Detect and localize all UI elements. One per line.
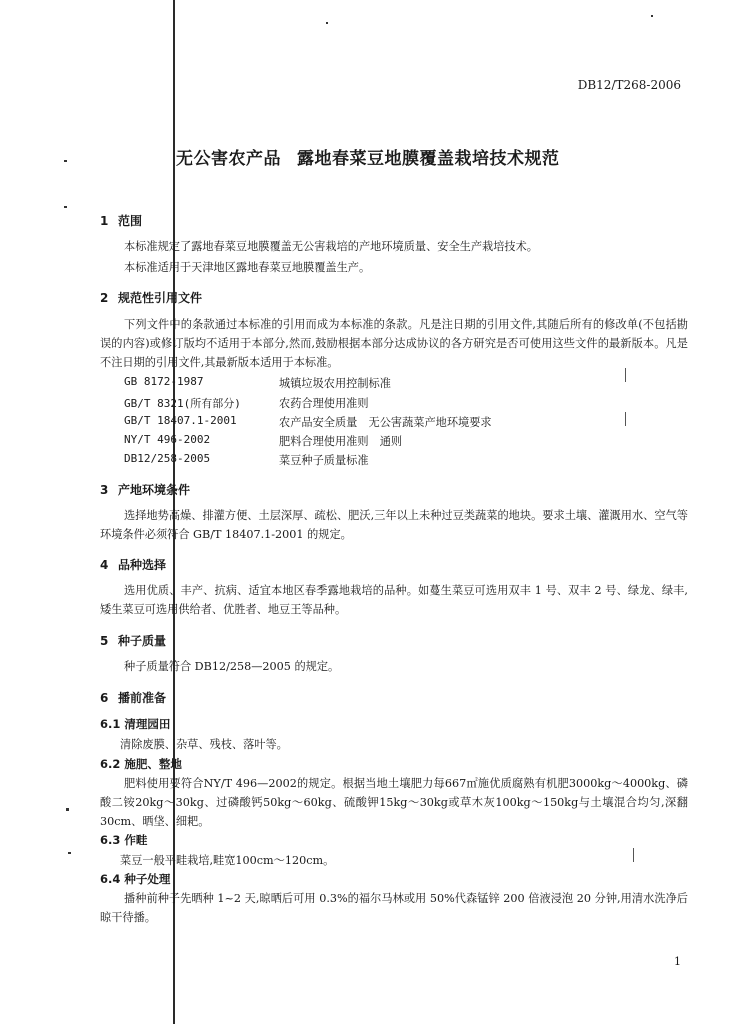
page-title: [176, 144, 560, 169]
section-heading: 1 范围: [100, 214, 143, 228]
subsection-heading: 6.2 施肥、整地: [100, 757, 182, 771]
subsection-heading: 6.1 清理园田: [100, 717, 171, 731]
paragraph: 种子质量符合 DB12/258—2005 的规定。: [124, 660, 340, 673]
reference-code: DB12/258-2005: [124, 452, 211, 465]
scan-speck: [66, 808, 69, 811]
paragraph: 播种前种子先晒种 1~2 天,晾晒后可用 0.3%的福尔马林或用 50%代森锰锌 200 倍液浸泡 20 分钟,用清水洗净后晾干待播。: [100, 892, 688, 924]
reference-code: GB/T 8321(所有部分): [124, 397, 241, 410]
reference-code: NY/T 496-2002: [124, 433, 211, 446]
reference-title: 城镇垃圾农用控制标准: [279, 377, 391, 390]
scan-speck: [64, 160, 67, 162]
section-heading: 3 产地环境条件: [100, 483, 191, 497]
scan-speck: [64, 206, 67, 208]
reference-title: 农产品安全质量 无公害蔬菜产地环境要求: [279, 416, 492, 429]
scan-speck: [651, 15, 653, 17]
paragraph: 下列文件中的条款通过本标准的引用而成为本标准的条款。凡是注日期的引用文件,其随后所有的修改单(不包括勘误的内容)或修订版均不适用于本部分,然而,鼓励根据本部分达成协议的各方研究是否可使用这些文件的最新版本。凡是不注日期的引用文件,其最新版本适用于本标准。: [100, 318, 688, 369]
section-heading: 5 种子质量: [100, 634, 167, 648]
paragraph: 清除废膜、杂草、残枝、落叶等。: [120, 738, 288, 751]
section-heading: 4 品种选择: [100, 558, 167, 572]
reference-code: GB 8172-1987: [124, 375, 204, 388]
document-number: DB12/T268-2006: [577, 78, 681, 92]
paragraph: 本标准适用于天津地区露地春菜豆地膜覆盖生产。: [124, 261, 371, 274]
scan-speck: [68, 852, 71, 854]
reference-title: 肥料合理使用准则 通则: [279, 435, 403, 448]
paragraph: 选择地势高燥、排灌方便、土层深厚、疏松、肥沃,三年以上未种过豆类蔬菜的地块。要求土壤、灌溉用水、空气等环境条件必须符合 GB/T 18407.1-2001 的规定。: [100, 509, 688, 541]
paragraph: 本标准规定了露地春菜豆地膜覆盖无公害栽培的产地环境质量、安全生产栽培技术。: [124, 240, 538, 253]
page-number: 1: [674, 955, 681, 968]
section-heading: 6 播前准备: [100, 691, 167, 705]
section-heading: 2 规范性引用文件: [100, 291, 203, 305]
paragraph: 肥料使用要符合NY/T 496—2002的规定。根据当地土壤肥力每667㎡施优质腐熟有机肥3000kg～4000kg、磷酸二铵20kg～30kg、过磷酸钙50kg～60kg、硫酸钾15kg～30kg或草木灰100kg～150kg与土壤混合均匀,深翻30cm、晒垡、细耙。: [100, 777, 688, 828]
reference-code: GB/T 18407.1-2001: [124, 414, 237, 427]
subsection-heading: 6.3 作畦: [100, 833, 148, 847]
scan-mark: [625, 412, 626, 426]
title-part1: 无公害农产品: [176, 149, 281, 169]
reference-title: 菜豆种子质量标准: [279, 454, 369, 467]
title-part2: 露地春菜豆地膜覆盖栽培技术规范: [297, 149, 560, 169]
scan-speck: [326, 22, 328, 24]
paragraph: 选用优质、丰产、抗病、适宜本地区春季露地栽培的品种。如蔓生菜豆可选用双丰 1 号、双丰 2 号、绿龙、绿丰,矮生菜豆可选用供给者、优胜者、地豆王等品种。: [100, 584, 688, 616]
subsection-heading: 6.4 种子处理: [100, 872, 171, 886]
paragraph: 菜豆一般平畦栽培,畦宽100cm～120cm。: [120, 854, 335, 867]
reference-title: 农药合理使用准则: [279, 397, 369, 410]
